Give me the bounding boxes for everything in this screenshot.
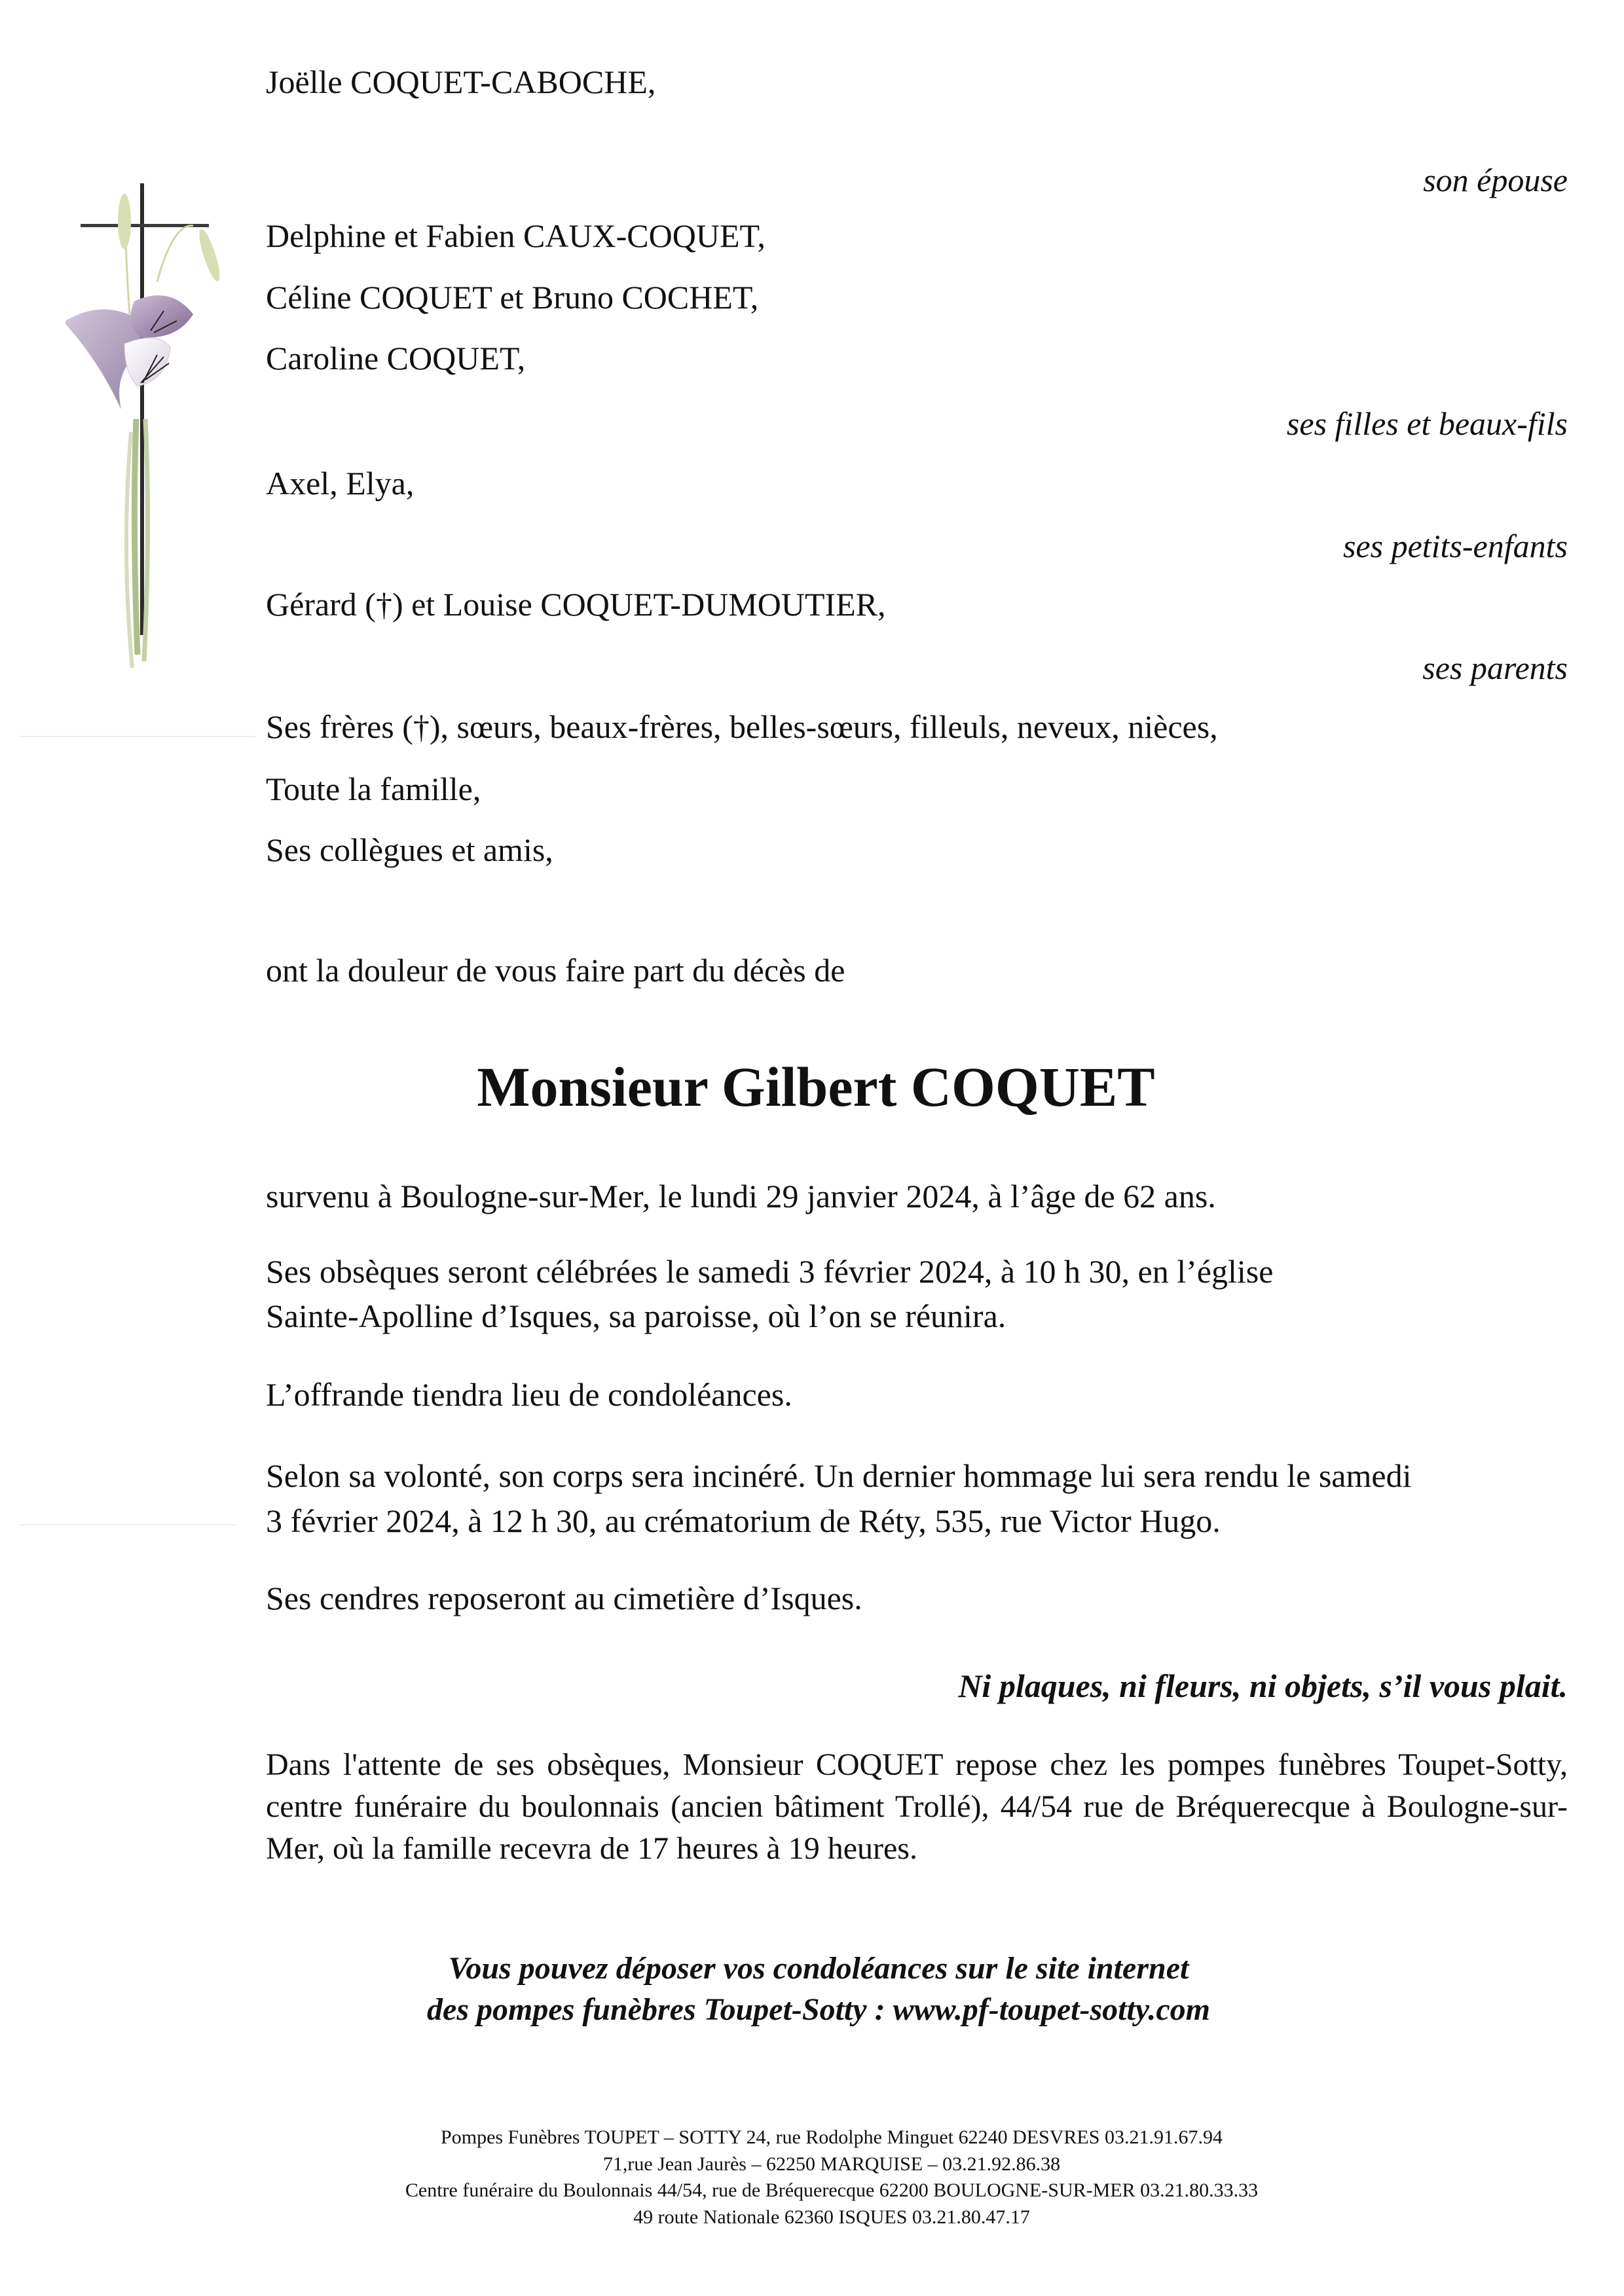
footer-line-desvres: Pompes Funèbres TOUPET – SOTTY 24, rue Rodolphe Minguet 62240 DESVRES 03.21.91.67.94	[441, 2126, 1223, 2148]
family-role-daughters: ses filles et beaux-fils	[1286, 405, 1568, 442]
wheat-stalk-right	[157, 226, 193, 282]
family-name-daughter: Céline COQUET et Bruno COCHET,	[266, 279, 759, 316]
footer-line-isques: 49 route Nationale 62360 ISQUES 03.21.80.47.17	[633, 2206, 1030, 2228]
family-name-parents: Gérard (†) et Louise COQUET-DUMOUTIER,	[266, 586, 886, 623]
cross-with-lily-icon	[59, 183, 242, 668]
condolences-line-2: des pompes funèbres Toupet-Sotty : www.pf-toupet-sotty.com	[427, 1992, 1210, 2027]
family-name-spouse: Joëlle COQUET-CABOCHE,	[266, 64, 656, 100]
condolences-notice	[0, 1948, 1624, 2030]
cremation-line-2: 3 février 2024, à 12 h 30, au crématorium de Réty, 535, rue Victor Hugo.	[266, 1503, 1221, 1539]
funeral-line-1: Ses obsèques seront célébrées le samedi 3 février 2024, à 10 h 30, en l’église	[266, 1253, 1274, 1290]
death-details: survenu à Boulogne-sur-Mer, le lundi 29 janvier 2024, à l’âge de 62 ans.	[266, 1178, 1216, 1214]
family-others-colleagues: Ses collègues et amis,	[266, 831, 553, 868]
lily-stem-3	[126, 432, 132, 668]
offering-note: L’offrande tiendra lieu de condoléances.	[266, 1376, 792, 1413]
announcement-intro: ont la douleur de vous faire part du décès de	[266, 952, 845, 989]
family-role-parents: ses parents	[1422, 649, 1568, 686]
family-others-siblings: Ses frères (†), sœurs, beaux-frères, belles-sœurs, filleuls, neveux, nièces,	[266, 708, 1218, 745]
scan-artifact-line	[20, 736, 255, 737]
wheat-ear-left	[118, 194, 131, 249]
visitation-paragraph: Dans l'attente de ses obsèques, Monsieur COQUET repose chez les pompes funèbres Toupet-Sotty, centre funéraire du boulonnais (ancien bâtiment Trollé), 44/54 rue de Bréquerecque à Boulogne-sur-Mer, où la famille recevra de 17 heures à 19 heures.	[266, 1747, 1568, 1866]
family-role-grandchildren: ses petits-enfants	[1342, 528, 1568, 564]
no-flowers-notice: Ni plaques, ni fleurs, ni objets, s’il vous plait.	[958, 1667, 1568, 1704]
family-role-spouse: son épouse	[1423, 162, 1568, 198]
family-name-daughter: Delphine et Fabien CAUX-COQUET,	[266, 217, 766, 254]
ashes-note: Ses cendres reposeront au cimetière d’Isques.	[266, 1580, 862, 1616]
lily-stem-1	[134, 419, 138, 655]
footer-line-marquise: 71,rue Jean Jaurès – 62250 MARQUISE – 03.21.92.86.38	[602, 2153, 1061, 2175]
family-others-family: Toute la famille,	[266, 771, 481, 807]
family-name-daughter: Caroline COQUET,	[266, 340, 526, 376]
cross-vertical	[140, 183, 144, 635]
family-name-grandchildren: Axel, Elya,	[266, 465, 415, 501]
condolences-line-1: Vous pouvez déposer vos condoléances sur le site internet	[448, 1951, 1189, 1986]
lily-stem-2	[144, 419, 148, 661]
funeral-home-footer	[0, 2124, 1624, 2231]
deceased-name: Monsieur Gilbert COQUET	[477, 1055, 1155, 1118]
lily-flower-top	[130, 295, 193, 337]
cremation-line-1: Selon sa volonté, son corps sera incinéré. Un dernier hommage lui sera rendu le samedi	[266, 1457, 1412, 1494]
footer-line-boulogne: Centre funéraire du Boulonnais 44/54, rue de Bréquerecque 62200 BOULOGNE-SUR-MER 03.21.80.33.33	[405, 2179, 1259, 2201]
funeral-line-2: Sainte-Apolline d’Isques, sa paroisse, où l’on se réunira.	[266, 1298, 1006, 1334]
scan-artifact-line	[20, 1524, 236, 1525]
wheat-ear-right	[195, 227, 223, 283]
